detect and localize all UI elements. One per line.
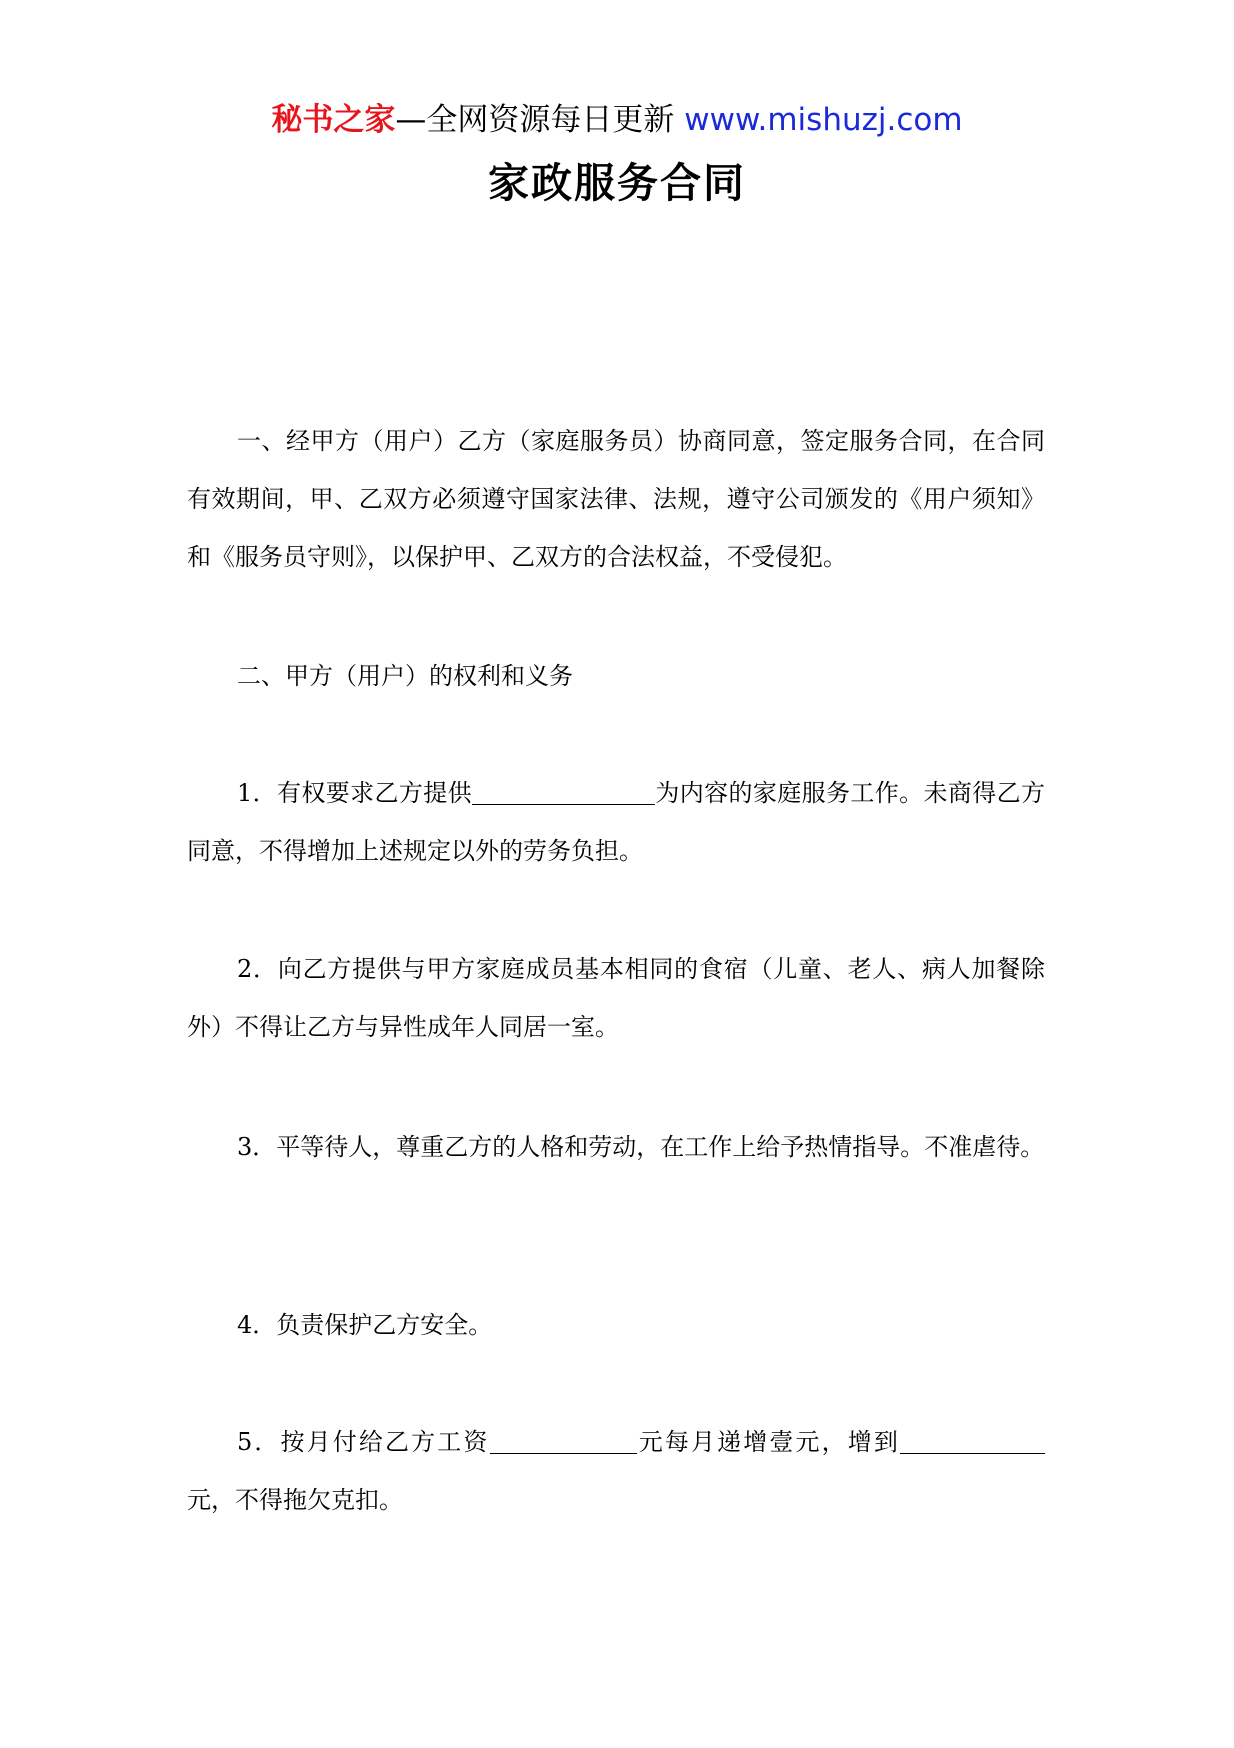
brand-name: 秘书之家	[271, 102, 396, 138]
site-url-link[interactable]: www.mishuzj.com	[684, 102, 963, 138]
clause-2-heading: 二、甲方（用户）的权利和义务	[237, 662, 573, 690]
item-5-text-start: 5．按月付给乙方工资	[237, 1428, 490, 1456]
clause-2-item-5	[187, 1413, 1045, 1529]
service-content-blank[interactable]	[472, 778, 655, 805]
clause-1-paragraph: 一、经甲方（用户）乙方（家庭服务员）协商同意，签定服务合同，在合同有效期间，甲、乙双方必须遵守国家法律、法规，遵守公司颁发的《用户须知》和《服务员守则》，以保护甲、乙双方的合法权益，不受侵犯。	[187, 427, 1045, 571]
clause-2-item-1	[187, 764, 1045, 880]
item-5-text-end: 元，不得拖欠克扣。	[187, 1486, 403, 1514]
item-1-text-end: 为内容的家庭服务工作。未商得乙方同意，不得增加上述规定以外的劳务负担。	[187, 779, 1045, 865]
clause-2-item-3: 3．平等待人，尊重乙方的人格和劳动，在工作上给予热情指导。不准虐待。	[237, 1133, 1045, 1161]
monthly-wage-blank[interactable]	[490, 1427, 637, 1454]
item-5-text-middle: 元每月递增壹元，增到	[636, 1428, 901, 1456]
site-banner	[0, 100, 1234, 140]
document-title: 家政服务合同	[488, 159, 746, 207]
max-wage-blank[interactable]	[900, 1427, 1045, 1454]
item-1-text-start: 1．有权要求乙方提供	[237, 779, 473, 807]
banner-tagline: —全网资源每日更新	[395, 102, 685, 138]
clause-2-item-4: 4．负责保护乙方安全。	[237, 1311, 493, 1339]
clause-2-item-2: 2．向乙方提供与甲方家庭成员基本相同的食宿（儿童、老人、病人加餐除外）不得让乙方与异性成年人同居一室。	[187, 955, 1045, 1041]
